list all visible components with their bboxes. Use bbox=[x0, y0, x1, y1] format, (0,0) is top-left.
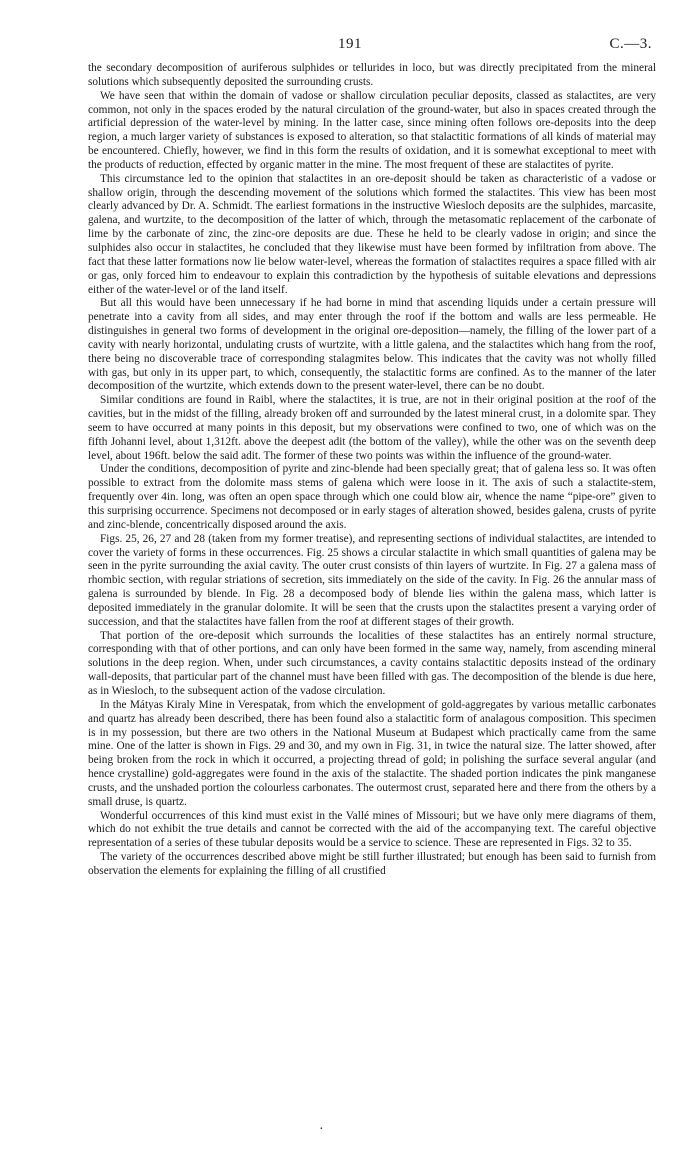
paragraph: That portion of the ore-deposit which surrounds the localities of these stalactites has an entirely normal structure, corresponding with that of other portions, and can only have been formed in the same way, namely, from ascending mineral solutions in the deep region. When, under such circumstances, a cavity contains stalactitic deposits instead of the ordinary wall-deposits, that particular part of the channel must have been filled with gas. The decomposition of the blende is due here, as in Wiesloch, to the subsequent action of the vadose circulation. bbox=[88, 629, 656, 697]
body-text bbox=[88, 62, 656, 879]
page-number: 191 bbox=[338, 36, 362, 52]
paragraph: In the Mátyas Kiraly Mine in Verespatak, from which the envelopment of gold-aggregates by various metallic carbonates and quartz has already been described, there has been found also a stalactitic form of analagous composition. This specimen is in my possession, but there are two others in the National Museum at Budapest which practically came from the same mine. One of the latter is shown in Figs. 29 and 30, and my own in Fig. 31, in twice the natural size. The latter showed, after being broken from the rock in which it occurred, a projecting thread of gold; in polishing the surface several angular (and hence crystalline) gold-aggregates were found in the axis of the stalactite. The shaded portion indicates the pink manganese crusts, and the unshaded portion the colourless carbonates. The outermost crust, separated here and there from the others by a small druse, is quartz. bbox=[88, 698, 656, 808]
paragraph: But all this would have been unnecessary if he had borne in mind that ascending liquids under a certain pressure will penetrate into a cavity from all sides, and may enter through the roof if the bottom and walls are less permeable. He distinguishes in general two forms of development in the original ore-deposition—namely, the filling of the lower part of a cavity with nearly horizontal, undulating crusts of wurtzite, with a little galena, and the stalactites which hang from the roof, there being no discoverable trace of corresponding stalagmites below. This indicates that the cavity was not wholly filled with gas, but only in its upper part, to which, consequently, the stalactitic forms are confined. As to the manner of the later decomposition of the wurtzite, which extends down to the present water-level, there can be no doubt. bbox=[88, 297, 656, 393]
paragraph: The variety of the occurrences described above might be still further illustrated; but enough has been said to furnish from observation the elements for explaining the filling of all crustified bbox=[88, 851, 656, 877]
printer-mark-dot: · bbox=[319, 1122, 324, 1137]
section-reference: C.—3. bbox=[609, 36, 652, 52]
paragraph: Similar conditions are found in Raibl, where the stalactites, it is true, are not in their original position at the roof of the cavities, but in the midst of the filling, already broken off and surrounded by the latest mineral crust, in a dolomite spar. They seem to have occurred at many points in this deposit, but my observations were confined to two, one of which was on the fifth Johanni level, about 1,312ft. above the deepest adit (the bottom of the valley), while the other was on the seventh deep level, about 196ft. below the said adit. The former of these two points was within the influence of the ground-water. bbox=[88, 394, 656, 462]
paragraph: Figs. 25, 26, 27 and 28 (taken from my former treatise), and representing sections of individual stalactites, are intended to cover the variety of forms in these occurrences. Fig. 25 shows a circular stalactite in which small quantities of galena may be seen in the pyrite surrounding the axial cavity. The outer crust consists of thin layers of wurtzite. In Fig. 27 a galena mass of rhombic section, with regular striations of secretion, sits immediately on the side of the cavity. In Fig. 26 the annular mass of galena is surrounded by blende. In Fig. 28 a decomposed body of blende lies within the galena mass, which latter is deposited immediately in the granular dolomite. It will be seen that the crusts upon the stalactites present a varying order of succession, and that the stalactites have fallen from the roof at different stages of their growth. bbox=[88, 532, 656, 628]
paragraph: Under the conditions, decomposition of pyrite and zinc-blende had been specially great; that of galena less so. It was often possible to extract from the dolomite mass stems of galena which were loose in it. The axis of such a stalactite-stem, frequently over 4in. long, was often an open space through which one could blow air, whence the name “pipe-ore” given to this surprising occurrence. Specimens not decomposed or in early stages of alteration showed, besides galena, crusts of pyrite and zinc-blende, concentrically disposed around the axis. bbox=[88, 463, 656, 531]
paragraph: We have seen that within the domain of vadose or shallow circulation peculiar deposits, classed as stalactites, are very common, not only in the spaces eroded by the natural circulation of the ground-water, but also in spaces created through the artificial depression of the water-level by mining. In the latter case, since mining often follows ore-deposits into the deep region, a much larger variety of substances is exposed to alteration, so that stalactitic formations of all kinds of material may be encountered. Chiefly, however, we find in this form the results of oxidation, and it is somewhat exceptional to meet with the products of reduction, effected by organic matter in the mine. The most frequent of these are stalactites of pyrite. bbox=[88, 89, 656, 171]
paragraph: This circumstance led to the opinion that stalactites in an ore-deposit should be taken as characteristic of a vadose or shallow origin, through the descending movement of the solutions which formed the stalactites. This view has been most clearly advanced by Dr. A. Schmidt. The earliest formations in the instructive Wiesloch deposits are the sulphides, marcasite, galena, and wurtzite, to the decomposition of the latter of which, through the metasomatic replacement of the carbonate of lime by the carbonate of zinc, the zinc-ore deposits are due. These he held to be clearly vadose in origin; and since the sulphides also occur in stalactites, he concluded that they likewise must have been formed by infiltration from above. The fact that these latter formations now lie below water-level, whereas the formation of stalactites requires a space filled with air or gas, only forced him to endeavour to explain this contradiction by the hypothesis of suitable elevations and depressions either of the water-level or of the land itself. bbox=[88, 172, 656, 296]
paragraph: Wonderful occurrences of this kind must exist in the Vallé mines of Missouri; but we have only mere diagrams of them, which do not exhibit the true details and cannot be corrected with the aid of the accompanying text. The careful objective representation of a series of these tubular deposits would be a service to science. These are represented in Figs. 32 to 35. bbox=[88, 809, 656, 850]
paragraph: the secondary decomposition of auriferous sulphides or tellurides in loco, but was directly precipitated from the mineral solutions which subsequently deposited the surrounding crusts. bbox=[88, 62, 656, 88]
